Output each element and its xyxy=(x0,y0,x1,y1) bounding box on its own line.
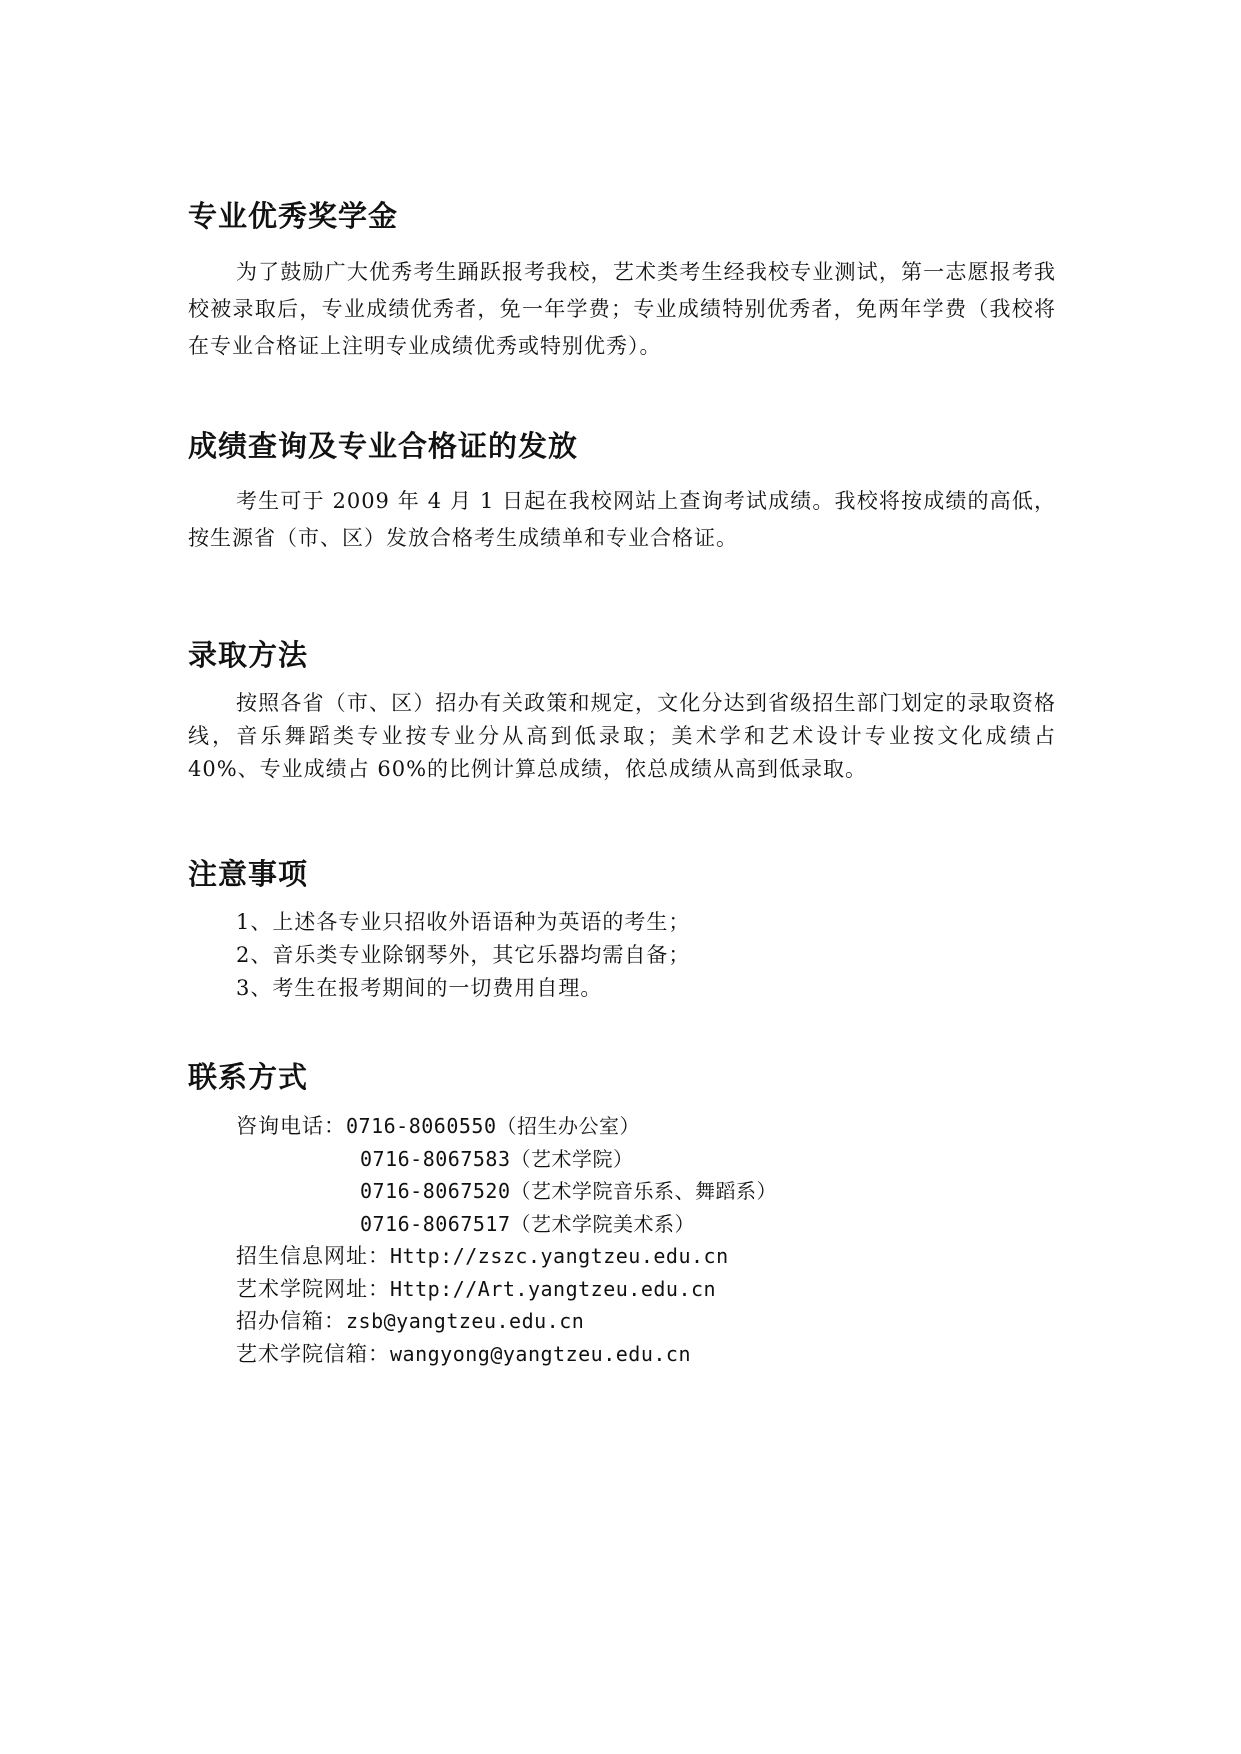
contact-block xyxy=(236,1110,777,1370)
phone-number: 0716-8067520（艺术学院音乐系、舞蹈系） xyxy=(360,1179,777,1203)
admissions-email-link[interactable]: zsb@yangtzeu.edu.cn xyxy=(346,1309,585,1333)
art-email-label: 艺术学院信箱： xyxy=(236,1341,390,1366)
contact-admissions-site-row xyxy=(236,1240,777,1273)
contact-phone-row xyxy=(236,1110,777,1143)
contact-phone-row xyxy=(236,1175,777,1208)
section-heading-results: 成绩查询及专业合格证的发放 xyxy=(188,429,579,463)
section-heading-contact: 联系方式 xyxy=(188,1060,309,1094)
art-site-label: 艺术学院网址： xyxy=(236,1276,390,1301)
note-item: 1、上述各专业只招收外语语种为英语的考生； xyxy=(236,910,691,934)
contact-art-site-row xyxy=(236,1273,777,1306)
notes-list xyxy=(236,906,690,1005)
section-heading-notes: 注意事项 xyxy=(188,857,309,891)
art-email-link[interactable]: wangyong@yangtzeu.edu.cn xyxy=(390,1341,691,1366)
phone-label: 咨询电话： xyxy=(236,1114,346,1138)
section-heading-admission-method: 录取方法 xyxy=(188,638,309,672)
contact-phone-row xyxy=(236,1208,777,1241)
admissions-email-label: 招办信箱： xyxy=(236,1309,346,1333)
phone-number: 0716-8067517（艺术学院美术系） xyxy=(360,1211,695,1236)
section-body-scholarship: 为了鼓励广大优秀考生踊跃报考我校，艺术类考生经我校专业测试，第一志愿报考我校被录取后，专业成绩优秀者，免一年学费；专业成绩特别优秀者，免两年学费（我校将在专业合格证上注明专业成绩优秀或特别优秀）。 xyxy=(188,260,1056,358)
art-site-link[interactable]: Http://Art.yangtzeu.edu.cn xyxy=(390,1276,717,1301)
section-body-admission-method: 按照各省（市、区）招办有关政策和规定，文化分达到省级招生部门划定的录取资格线，音乐舞蹈类专业按专业分从高到低录取；美术学和艺术设计专业按文化成绩占 40%、专业成绩占 60%的比例计算总成绩，依总成绩从高到低录取。 xyxy=(188,691,1056,781)
phone-number: 0716-8060550（招生办公室） xyxy=(346,1114,640,1138)
admissions-site-label: 招生信息网址： xyxy=(236,1244,390,1268)
contact-phone-row xyxy=(236,1143,777,1176)
section-heading-scholarship: 专业优秀奖学金 xyxy=(188,199,399,233)
contact-art-email-row xyxy=(236,1338,777,1371)
phone-number: 0716-8067583（艺术学院） xyxy=(360,1146,634,1171)
section-body-results: 考生可于 2009 年 4 月 1 日起在我校网站上查询考试成绩。我校将按成绩的高低，按生源省（市、区）发放合格考生成绩单和专业合格证。 xyxy=(188,489,1056,550)
note-item: 3、考生在报考期间的一切费用自理。 xyxy=(236,976,603,1000)
admissions-site-link[interactable]: Http://zszc.yangtzeu.edu.cn xyxy=(390,1244,729,1268)
contact-admissions-email-row xyxy=(236,1305,777,1338)
note-item: 2、音乐类专业除钢琴外，其它乐器均需自备； xyxy=(236,943,691,967)
